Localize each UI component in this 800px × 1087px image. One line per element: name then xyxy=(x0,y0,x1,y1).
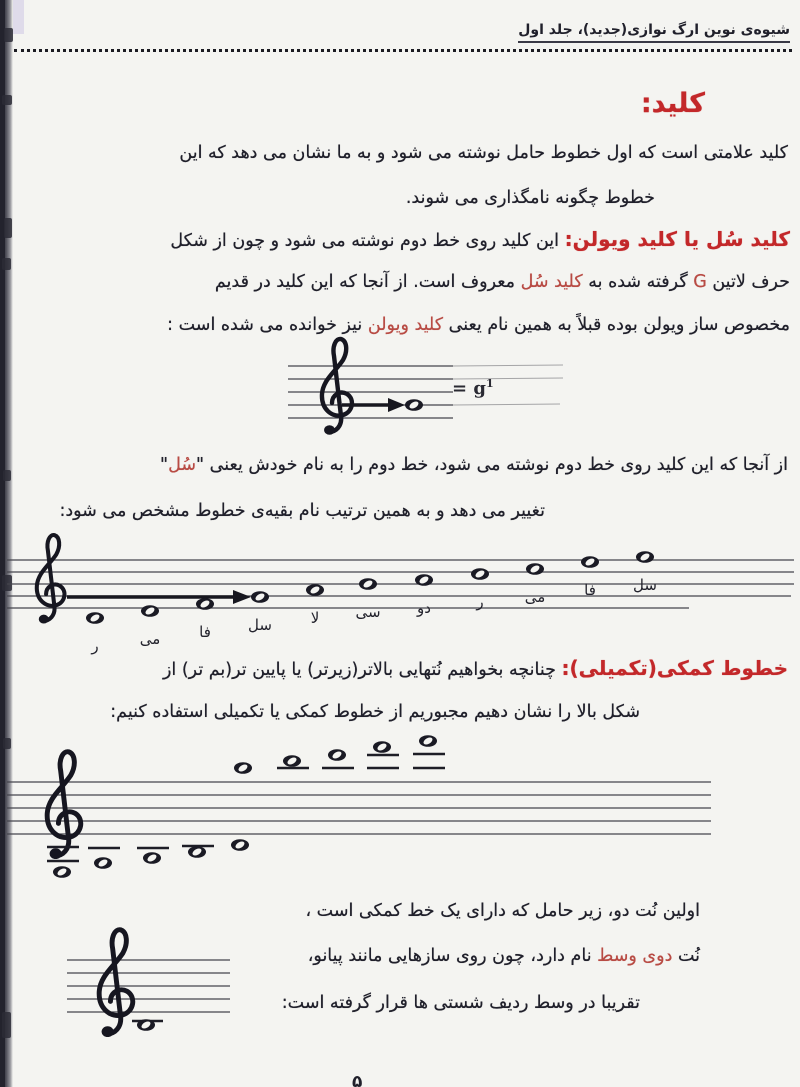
paragraph-line: حرف لاتین G گرفته شده به کلید سُل معروف است. از آنجا که این کلید در قدیم xyxy=(214,272,790,292)
svg-text:می: می xyxy=(139,630,161,648)
paragraph-line: کلید علامتی است که اول خطوط حامل نوشته می شود و به ما نشان می دهد که این xyxy=(179,143,788,163)
notes-below-staff xyxy=(53,839,249,878)
paragraph-line: خطوط چگونه نامگذاری می شوند. xyxy=(405,188,655,208)
svg-text:ر: ر xyxy=(476,593,484,611)
svg-text:ر: ر xyxy=(91,637,99,655)
svg-text:می: می xyxy=(524,588,546,606)
red-term-middle-do: دوی وسط xyxy=(597,946,673,966)
treble-clef-icon xyxy=(99,930,133,1037)
section-heading-ledger-lines: خطوط کمکی(تکمیلی): xyxy=(561,656,788,680)
paragraph-line: کلید سُل یا کلید ویولن: این کلید روی خط دوم نوشته می شود و چون از شکل xyxy=(170,227,790,251)
figure-note-names-scale xyxy=(5,540,797,660)
red-term-sol: سُل xyxy=(168,455,197,475)
paragraph-line: نُت دوی وسط نام دارد، چون روی سازهایی مانند پیانو، xyxy=(307,946,700,966)
treble-clef-icon xyxy=(37,535,65,624)
section-heading-clef: کلید: xyxy=(640,88,705,119)
svg-text:فا: فا xyxy=(584,581,596,599)
figure-g-clef-example xyxy=(238,338,568,450)
staff-lines xyxy=(67,960,230,1012)
svg-text:سل: سل xyxy=(248,616,272,634)
paragraph-line: تقریبا در وسط ردیف شستی ها قرار گرفته است: xyxy=(281,993,640,1013)
latin-g-letter: G xyxy=(693,272,707,292)
staff-lines xyxy=(7,782,711,834)
treble-clef-icon xyxy=(47,752,81,859)
red-term-violin-clef: کلید ویولن xyxy=(367,315,444,335)
page-number: ۵ xyxy=(352,1072,363,1087)
header-rule xyxy=(14,49,792,52)
staff-lines xyxy=(7,560,794,608)
paragraph-line: مخصوص ساز ویولن بوده قبلاً به همین نام یعنی کلید ویولن نیز خوانده می شده است : xyxy=(167,315,790,335)
arrow-to-sol xyxy=(67,590,251,604)
pitch-label-g1: = $g^1$ xyxy=(452,377,494,399)
scan-corner-mark xyxy=(13,0,24,34)
svg-text:دو: دو xyxy=(417,599,431,617)
whole-note xyxy=(405,399,423,411)
svg-text:سی: سی xyxy=(355,603,381,621)
paragraph-line: خطوط کمکی(تکمیلی): چنانچه بخواهیم نُتهایی بالاتر(زیرتر) یا پایین تر(بم تر) از xyxy=(162,656,788,680)
ledger-lines-above xyxy=(277,754,445,768)
section-heading-sol-clef: کلید سُل یا کلید ویولن: xyxy=(564,227,790,251)
svg-text:لا: لا xyxy=(310,609,320,627)
figure-middle-c xyxy=(55,925,260,1047)
svg-text:سل: سل xyxy=(633,576,657,594)
book-title-header: شیوه‌ی نوین ارگ نوازی(جدید)، جلد اول xyxy=(518,22,790,43)
paragraph-line: شکل بالا را نشان دهیم مجبوریم از خطوط کمکی یا تکمیلی استفاده کنیم: xyxy=(110,702,640,722)
red-term-sol-clef: کلید سُل xyxy=(520,272,583,292)
figure-ledger-lines xyxy=(5,728,725,896)
svg-text:فا: فا xyxy=(199,623,211,641)
paragraph-line: از آنجا که این کلید روی خط دوم نوشته می شود، خط دوم را به نام خودش یعنی "سُل" xyxy=(160,455,788,475)
paragraph-line: تغییر می دهد و به همین ترتیب نام بقیه‌ی خطوط مشخص می شود: xyxy=(59,501,545,521)
treble-clef-icon xyxy=(322,339,352,435)
middle-c-note xyxy=(137,1019,155,1031)
paragraph-line: اولین نُت دو، زیر حامل که دارای یک خط کمکی است ، xyxy=(305,901,700,921)
